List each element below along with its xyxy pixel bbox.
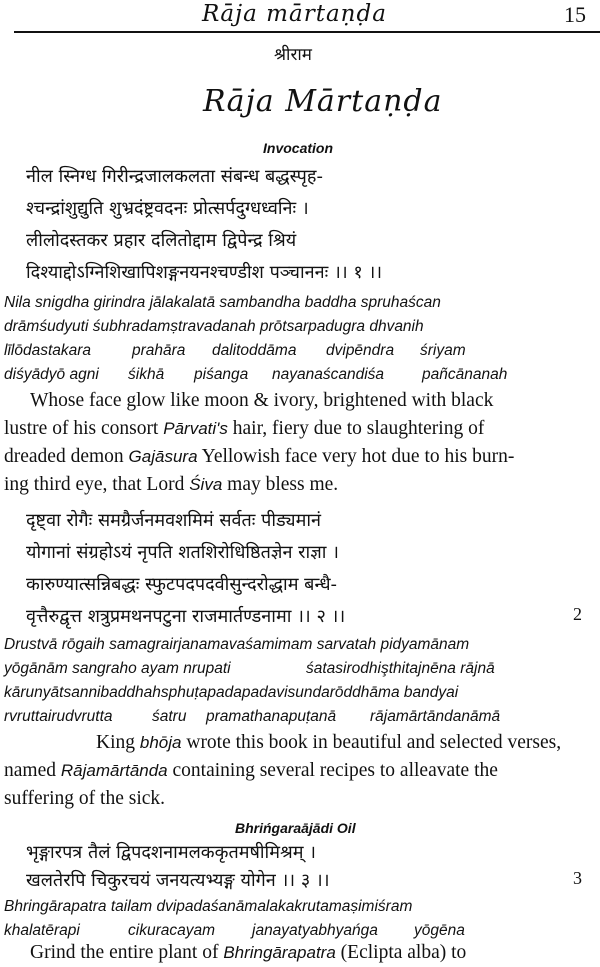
translation-text: hair, fiery due to slaughtering of	[227, 418, 485, 439]
translation-line	[96, 732, 561, 754]
sanskrit-line: भृङ्गारपत्र तैलं द्विपदशनामलककृतमषीमिश्रम् ।	[26, 842, 317, 863]
transliteration-word: janayatyabhyańga	[252, 922, 378, 939]
transliteration-line: Bhringārapatra tailam dvipadaśanāmalakakrutamaṣimiśram	[4, 898, 413, 915]
sanskrit-line: दृष्ट्वा रोगैः समग्रैर्जनमवशमिमं सर्वतः पीड्यमानं	[26, 510, 321, 531]
sanskrit-line: लीलोदस्तकर प्रहार दलितोद्दाम द्विपेन्द्र श्रियं	[26, 230, 297, 251]
page-header	[14, 0, 600, 38]
transliteration-word: līlōdastakara	[4, 342, 92, 359]
transliteration-word: yōgānām sangraho ayam nrupati	[4, 660, 231, 677]
translation-text: King	[96, 732, 140, 753]
translation-text: dreaded demon	[4, 446, 129, 467]
transliteration-word: pañcānanah	[422, 366, 508, 383]
translation-line	[4, 788, 165, 810]
sanskrit-line: खलतेरपि चिकुरचयं जनयत्यभ्यङ्ग योगेन ।। ३ ।।	[26, 870, 330, 891]
transliteration-word: khalatērapi	[4, 922, 80, 939]
translation-line	[30, 390, 493, 412]
header-rule	[14, 31, 600, 33]
transliteration-word: pramathanapuṭanā	[206, 708, 337, 725]
translation-term: Pārvati's	[163, 419, 228, 438]
transliteration-word: śriyam	[420, 342, 466, 359]
translation-term: Śiva	[189, 475, 223, 494]
transliteration-word: prahāra	[132, 342, 186, 359]
translation-term: Gajāsura	[128, 447, 198, 466]
transliteration-word: dalitoddāma	[212, 342, 297, 359]
sanskrit-line: दिश्याद्दोऽग्निशिखापिशङ्गनयनश्चण्डीश पञ्चाननः ।। १ ।।	[26, 262, 383, 283]
section-heading-oil: Bhrińgaraājādi Oil	[235, 820, 356, 836]
sanskrit-line: श्चन्द्रांशुद्युति शुभ्रदंष्ट्रवदनः प्रोत्सर्पदुग्धध्वनिः ।	[26, 198, 309, 219]
transliteration-word: śikhā	[128, 366, 165, 383]
transliteration-word: diśyādyō agni	[4, 366, 99, 383]
translation-text: ing third eye, that Lord	[4, 474, 190, 495]
translation-text: lustre of his consort	[4, 418, 164, 439]
translation-text: Grind the entire plant of	[30, 942, 224, 963]
translation-text: (Eclipta alba) to	[335, 942, 467, 963]
transliteration-line: Drustvā rōgaih samagrairjanamavaśamimam sarvatah pidyamānam	[4, 636, 470, 653]
translation-term: Bhringārapatra	[223, 943, 336, 962]
sanskrit-line: कारुण्यात्सन्निबद्धः स्फुटपदपदवीसुन्दरोद्धाम बन्धै-	[26, 574, 338, 595]
translation-line	[4, 474, 338, 496]
transliteration-word: rvruttairudvrutta	[4, 708, 113, 725]
invocation-line: श्रीराम	[274, 45, 312, 65]
transliteration-word: yōgēna	[414, 922, 465, 939]
translation-line	[4, 418, 484, 440]
section-heading-invocation: Invocation	[263, 140, 334, 156]
translation-text: may bless me.	[222, 474, 339, 495]
page-number: 15	[564, 2, 586, 27]
page-title: Rāja Mārtaṇḍa	[203, 84, 443, 119]
transliteration-line: Nila snigdha girindra jālakalatā sambandha baddha spruhaścan	[4, 294, 441, 311]
transliteration-word: nayanaścandiśa	[272, 366, 385, 383]
translation-text: Whose face glow like moon & ivory, brightened with black	[30, 390, 494, 411]
verse-number: 2	[573, 604, 582, 624]
translation-term: Rājamārtānda	[60, 761, 168, 780]
translation-line	[30, 942, 466, 964]
translation-line	[4, 446, 514, 468]
translation-text: suffering of the sick.	[4, 788, 166, 809]
translation-text: named	[4, 760, 61, 781]
transliteration-word: cikuracayam	[128, 922, 215, 939]
translation-text: wrote this book in beautiful and selected verses,	[181, 732, 562, 753]
transliteration-word: piśanga	[194, 366, 249, 383]
translation-text: Yellowish face very hot due to his burn-	[197, 446, 515, 467]
running-title: Rāja mārtaṇḍa	[202, 1, 387, 27]
translation-term: bhōja	[139, 733, 182, 752]
transliteration-word: dvipēndra	[326, 342, 395, 359]
transliteration-line: kārunyātsannibaddhahsphuṭapadapadavisundarōddhāma bandyai	[4, 684, 459, 701]
sanskrit-line: योगानां संग्रहोऽयं नृपति शतशिरोधिष्ठितज्ञेन राज्ञा ।	[26, 542, 339, 563]
transliteration-word: śatasirodhişthitajnēna rājnā	[306, 660, 495, 677]
transliteration-word: śatru	[152, 708, 187, 725]
sanskrit-line: वृत्तैरुद्वृत्त शत्रुप्रमथनपटुना राजमार्तण्डनामा ।। २ ।।	[26, 606, 346, 627]
transliteration-line: drāmśudyuti śubhradamṣtravadanah prōtsarpadugra dhvanih	[4, 318, 424, 335]
verse-number: 3	[573, 868, 582, 888]
sanskrit-line: नील स्निग्ध गिरीन्द्रजालकलता संबन्ध बद्धस्पृह-	[26, 166, 323, 187]
transliteration-word: rājamārtāndanāmā	[370, 708, 501, 725]
translation-line	[4, 760, 498, 782]
translation-text: containing several recipes to alleavate the	[167, 760, 498, 781]
